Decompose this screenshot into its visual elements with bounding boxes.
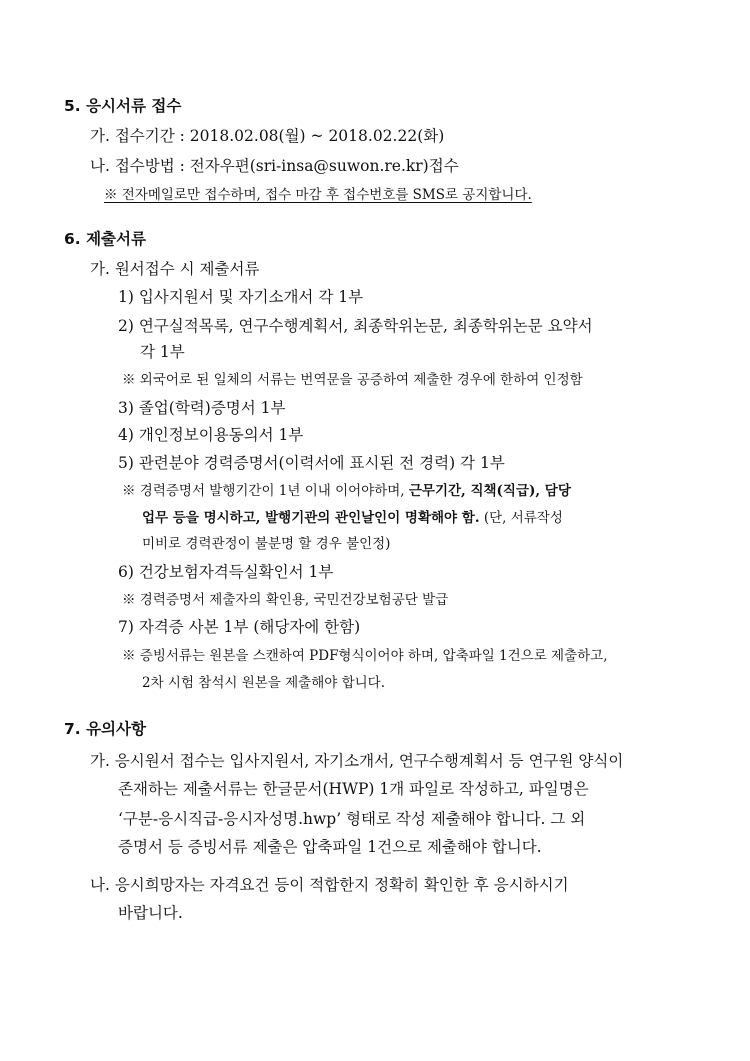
section-5-heading: 5. 응시서류 접수 — [64, 97, 182, 115]
notice-na-line-2: 바랍니다. — [118, 904, 183, 922]
notice-ga-line-1: 가. 응시원서 접수는 입사지원서, 자기소개서, 연구수행계획서 등 연구원 양식이 — [90, 752, 624, 770]
doc-note-translation: ※ 외국어로 된 일체의 서류는 번역문을 공증하여 제출한 경우에 한하여 인정함 — [122, 372, 583, 388]
section-6-heading: 6. 제출서류 — [64, 230, 146, 248]
section-5-note: ※ 전자메일로만 접수하며, 접수 마감 후 접수번호를 SMS로 공지합니다. — [104, 187, 532, 203]
doc-note-insurance: ※ 경력증명서 제출자의 확인용, 국민건강보험공단 발급 — [122, 592, 449, 608]
doc-item-1: 1) 입사지원서 및 자기소개서 각 1부 — [118, 288, 364, 306]
doc-note-career-1-bold: 근무기간, 직책(직급), 담당 — [408, 483, 571, 499]
doc-note-career-2 — [142, 507, 563, 529]
notice-ga-line-4: 증명서 등 증빙서류 제출은 압축파일 1건으로 제출해야 합니다. — [118, 838, 542, 856]
doc-item-3: 3) 졸업(학력)증명서 1부 — [118, 399, 286, 417]
doc-note-career-3: 미비로 경력관정이 불분명 할 경우 불인정) — [142, 536, 391, 552]
doc-note-evidence-1: ※ 증빙서류는 원본을 스캔하여 PDF형식이어야 하며, 압축파일 1건으로 제출하고, — [122, 648, 608, 664]
section-6-subheading: 가. 원서접수 시 제출서류 — [90, 260, 260, 278]
doc-note-evidence-2: 2차 시험 참석시 원본을 제출해야 합니다. — [142, 675, 385, 691]
notice-ga-line-3: ‘구분-응시직급-응시자성명.hwp’ 형태로 작성 제출해야 합니다. 그 외 — [118, 810, 586, 828]
doc-item-7: 7) 자격증 사본 1부 (해당자에 한함) — [118, 618, 361, 636]
notice-ga-line-2: 존재하는 제출서류는 한글문서(HWP) 1개 파일로 작성하고, 파일명은 — [118, 780, 589, 798]
section-5-receipt-method: 나. 접수방법 : 전자우편(sri-insa@suwon.re.kr)접수 — [90, 157, 459, 175]
section-7-heading: 7. 유의사항 — [64, 720, 146, 738]
doc-item-6: 6) 건강보험자격득실확인서 1부 — [118, 563, 334, 581]
doc-item-2: 2) 연구실적목록, 연구수행계획서, 최종학위논문, 최종학위논문 요약서 — [118, 317, 593, 335]
section-5-receipt-period: 가. 접수기간 : 2018.02.08(월) ~ 2018.02.22(화) — [90, 127, 445, 145]
doc-item-2-cont: 각 1부 — [140, 343, 185, 361]
doc-note-career-1-plain: ※ 경력증명서 발행기간이 1년 이내 이어야하며, — [122, 483, 409, 499]
doc-note-career-2-plain: (단, 서류작성 — [479, 510, 563, 526]
notice-na-line-1: 나. 응시희망자는 자격요건 등이 적합한지 정확히 확인한 후 응시하시기 — [90, 876, 569, 894]
doc-item-4: 4) 개인정보이용동의서 1부 — [118, 426, 304, 444]
doc-note-career-2-bold: 업무 등을 명시하고, 발행기관의 관인날인이 명확해야 함. — [142, 510, 480, 526]
doc-note-career-1 — [122, 480, 571, 502]
doc-item-5: 5) 관련분야 경력증명서(이력서에 표시된 전 경력) 각 1부 — [118, 454, 505, 472]
